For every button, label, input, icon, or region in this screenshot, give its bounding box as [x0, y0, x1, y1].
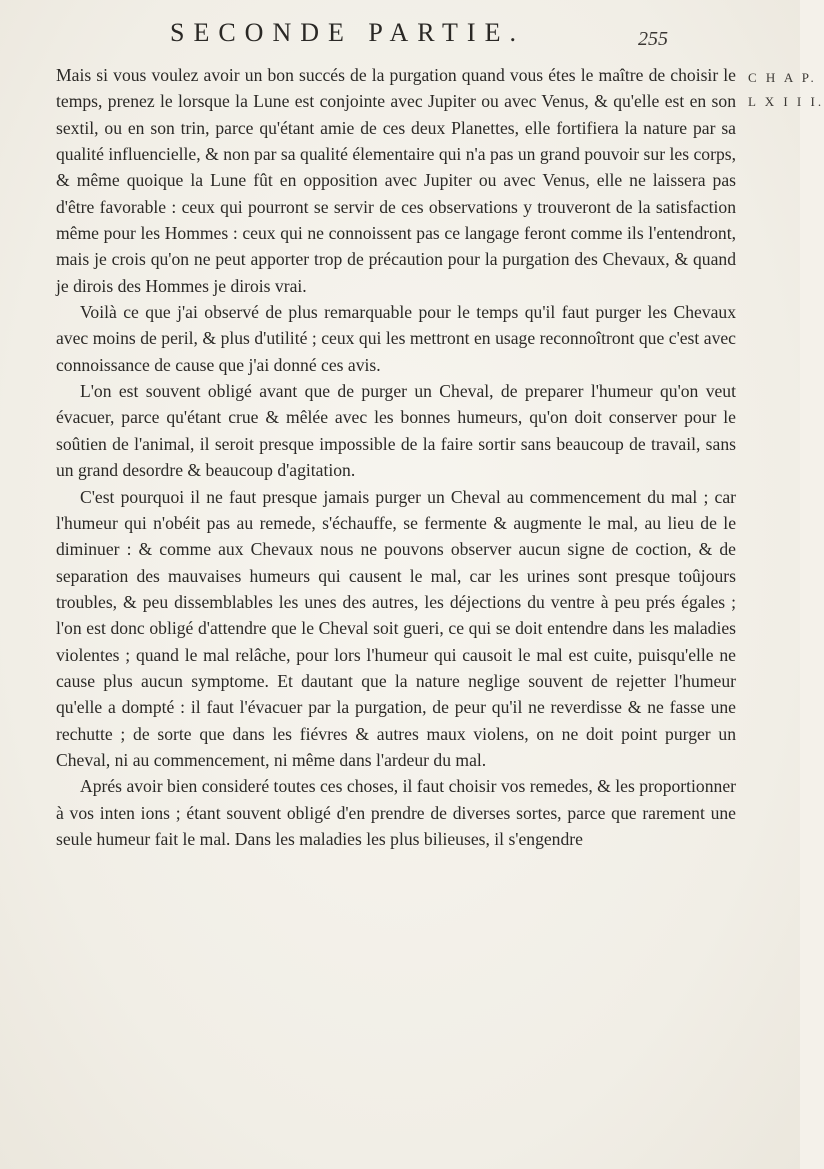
- paragraph-1: Mais si vous voulez avoir un bon succés de la purgation quand vous étes le maître de choisir le temps, prenez le lorsque la Lune est conjointe avec Jupiter ou avec Venus, & qu'elle est en son sextil, ou en son trin, parce qu'étant amie de ces deux Planettes, elle fortifiera la nature par sa qualité influencielle, & non par sa qualité élementaire qui n'a pas un grand pouvoir sur les corps, & même quoique la Lune fût en opposition avec Jupiter ou avec Venus, elle ne laissera pas d'être favorable : ceux qui pourront se servir de ces observations y trouveront de la satisfaction même pour les Hommes : ceux qui ne connoissent pas ce langage feront comme ils l'entendront, mais je crois qu'on ne peut apporter trop de précaution pour la purgation des Chevaux, & quand je dirois des Hommes je dirois vrai.: [56, 65, 736, 296]
- body-text: [56, 62, 736, 852]
- margin-chapter-label: C H A P.: [748, 70, 817, 85]
- paragraph-5: Aprés avoir bien consideré toutes ces choses, il faut choisir vos remedes, & les proportionner à vos inten ions ; étant souvent obligé d'en prendre de diverses sortes, parce que rarement une seule humeur fait le mal. Dans les maladies les plus bilieuses, il s'engendre: [56, 776, 736, 849]
- page-header: [170, 18, 690, 54]
- paragraph-2: Voilà ce que j'ai observé de plus remarquable pour le temps qu'il faut purger les Chevaux avec moins de peril, & plus d'utilité ; ceux qui les mettront en usage reconnoîtront que c'est avec connoissance de cause que j'ai donné ces avis.: [56, 302, 736, 375]
- page-number: 255: [638, 28, 668, 50]
- running-head: SECONDE PARTIE.: [170, 18, 525, 47]
- margin-chapter-number: L X I I I.: [748, 94, 824, 109]
- paragraph-3: L'on est souvent obligé avant que de purger un Cheval, de preparer l'humeur qu'on veut évacuer, parce qu'étant crue & mêlée avec les bonnes humeurs, qu'on doit conserver pour le soûtien de l'animal, il seroit presque impossible de la faire sortir sans beaucoup de travail, sans un grand desordre & beaucoup d'agitation.: [56, 381, 736, 481]
- paragraph-4: C'est pourquoi il ne faut presque jamais purger un Cheval au commencement du mal ; car l'humeur qui n'obéit pas au remede, s'échauffe, se fermente & augmente le mal, au lieu de le diminuer : & comme aux Chevaux nous ne pouvons observer aucun signe de coction, & de separation des mauvaises humeurs qui causent le mal, car les urines sont presque toûjours troubles, & peu dissemblables les unes des autres, les déjections du ventre à peu prés égales ; l'on est donc obligé d'attendre que le Cheval soit gueri, ce qui se doit entendre dans les maladies violentes ; quand le mal relâche, pour lors l'humeur qui causoit le mal est cuite, puisqu'elle ne cause plus aucun symptome. Et dautant que la nature neglige souvent de rejetter l'humeur qu'elle a dompté : il faut l'évacuer par la purgation, de peur qu'il ne reverdisse & ne fasse une rechutte ; de sorte que dans les fiévres & autres maux violens, on ne doit point purger un Cheval, ni au commencement, ni même dans l'ardeur du mal.: [56, 486, 736, 770]
- margin-chapter-note: [748, 66, 824, 114]
